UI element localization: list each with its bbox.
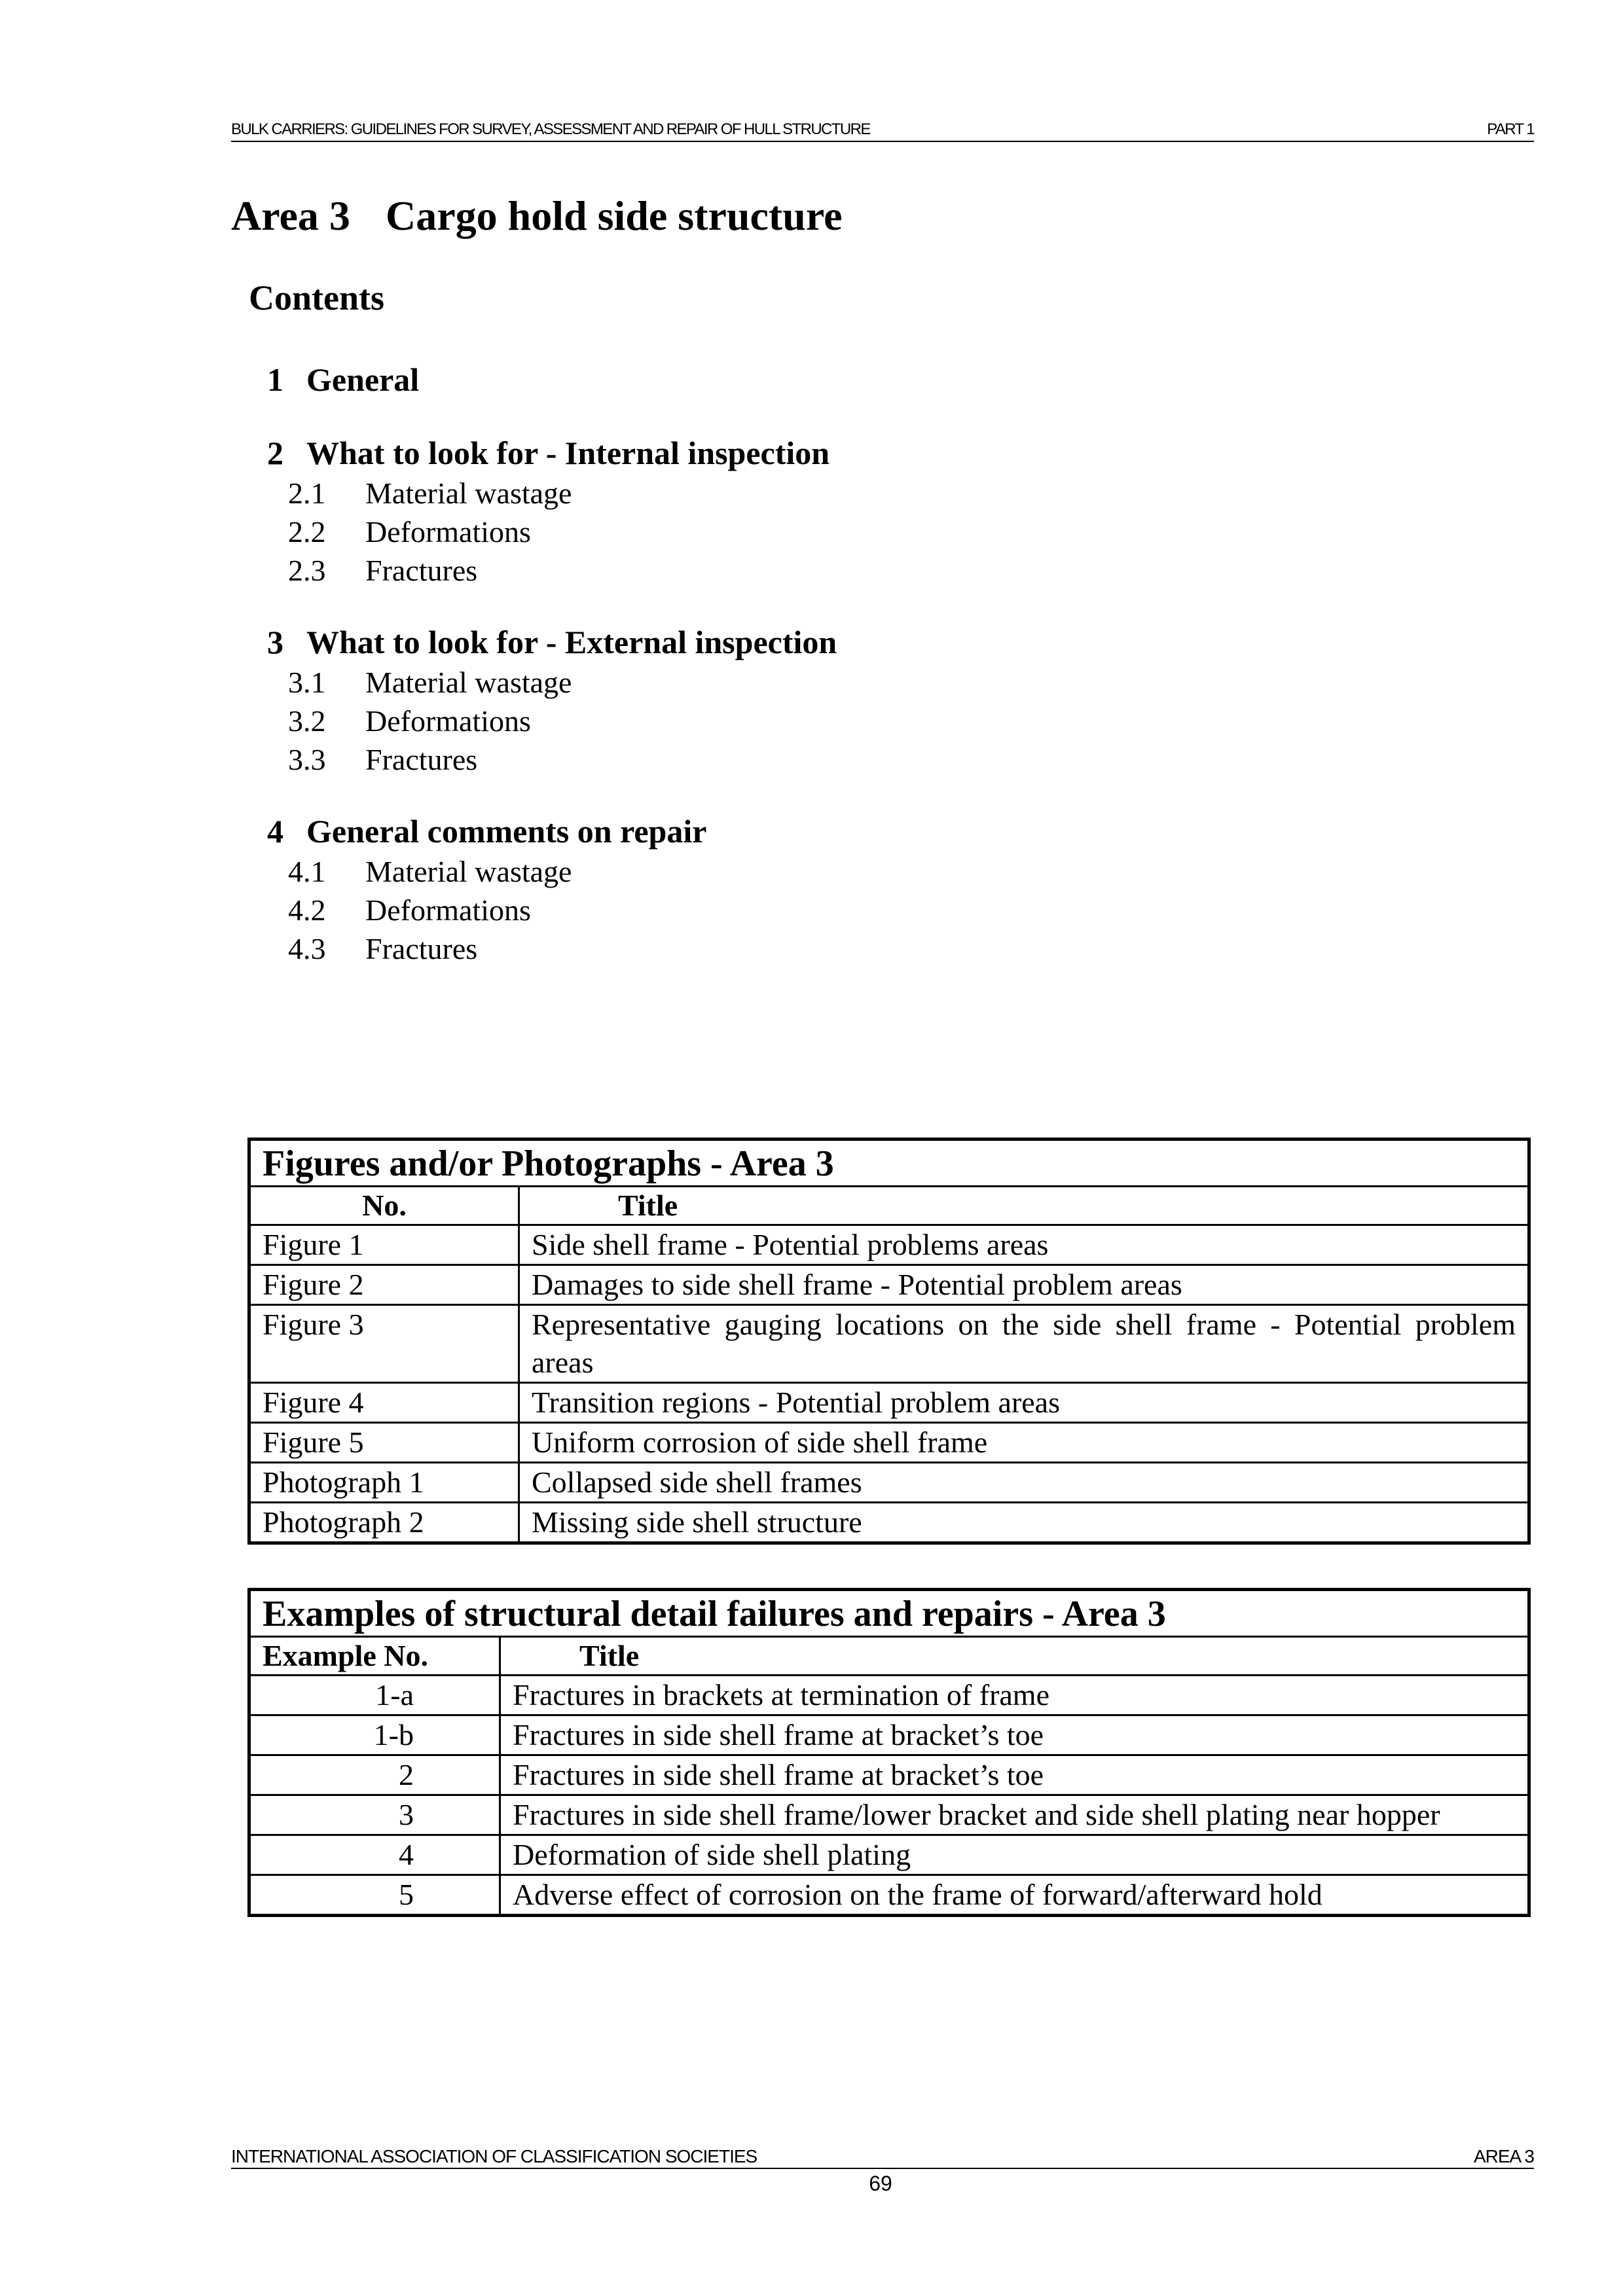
- figures-table-title: Figures and/or Photographs - Area 3: [249, 1139, 1529, 1187]
- row-title-cell: Representative gauging locations on the side shell frame - Potential problem areas: [519, 1305, 1529, 1383]
- running-header: [231, 120, 1534, 142]
- toc-item: [267, 740, 1249, 779]
- table-row: [249, 1715, 1529, 1755]
- toc-item-number: 2.2: [288, 515, 326, 548]
- row-title-cell: Deformation of side shell plating: [500, 1835, 1529, 1875]
- row-number-cell: Figure 3: [249, 1305, 519, 1383]
- toc-item: [267, 702, 1249, 740]
- toc-item-number: 2.1: [288, 476, 326, 510]
- table-row: [249, 1463, 1529, 1503]
- toc-item-number: 4.2: [288, 893, 326, 927]
- table-row: [249, 1755, 1529, 1795]
- toc-section-heading: [267, 359, 1249, 401]
- row-number-cell: 1-a: [249, 1676, 500, 1715]
- row-number-cell: Figure 4: [249, 1383, 519, 1423]
- toc-item: [267, 891, 1249, 929]
- row-title-cell: Missing side shell structure: [519, 1503, 1529, 1543]
- row-number-cell: 4: [249, 1835, 500, 1875]
- toc-item-title: Fractures: [365, 932, 478, 965]
- toc-item-title: Deformations: [365, 704, 531, 738]
- examples-col-no: Example No.: [249, 1637, 500, 1676]
- table-row: [249, 1225, 1529, 1265]
- area-number: Area 3: [231, 192, 350, 239]
- toc-item-title: Fractures: [365, 554, 478, 587]
- row-number-cell: Figure 5: [249, 1423, 519, 1463]
- toc-section-number: 1: [267, 361, 283, 398]
- toc-section-number: 4: [267, 813, 283, 850]
- toc-item-number: 4.1: [288, 855, 326, 888]
- toc-item-number: 3.1: [288, 666, 326, 699]
- contents-heading: Contents: [249, 278, 385, 317]
- toc-section-number: 3: [267, 624, 283, 660]
- figures-col-no: No.: [249, 1187, 519, 1225]
- toc-section: [267, 621, 1249, 779]
- row-title-cell: Fractures in side shell frame/lower bracket and side shell plating near hopper: [500, 1795, 1529, 1835]
- table-row: [249, 1503, 1529, 1543]
- row-title-cell: Collapsed side shell frames: [519, 1463, 1529, 1503]
- table-row: [249, 1383, 1529, 1423]
- toc-section-title: What to look for - Internal inspection: [306, 435, 830, 471]
- toc-item-title: Fractures: [365, 743, 478, 776]
- figures-table-header-row: [249, 1187, 1529, 1225]
- row-number-cell: 3: [249, 1795, 500, 1835]
- examples-table-header-row: [249, 1637, 1529, 1676]
- header-part-label: PART 1: [1487, 120, 1534, 138]
- toc-section-title: General comments on repair: [306, 813, 707, 850]
- row-title-cell: Damages to side shell frame - Potential problem areas: [519, 1265, 1529, 1305]
- row-title-cell: Adverse effect of corrosion on the frame of forward/afterward hold: [500, 1875, 1529, 1916]
- row-title-cell: Fractures in side shell frame at bracket’s toe: [500, 1755, 1529, 1795]
- row-number-cell: Photograph 1: [249, 1463, 519, 1503]
- toc-item-title: Material wastage: [365, 666, 572, 699]
- figures-table: [247, 1138, 1531, 1545]
- page-title: [231, 190, 842, 242]
- examples-table-title-row: [249, 1590, 1529, 1637]
- toc-item-title: Deformations: [365, 893, 531, 927]
- row-title-cell: Side shell frame - Potential problems areas: [519, 1225, 1529, 1265]
- table-row: [249, 1265, 1529, 1305]
- toc-section: [267, 810, 1249, 968]
- toc-section: [267, 432, 1249, 590]
- figures-col-title: Title: [519, 1187, 1529, 1225]
- toc-section-heading: [267, 432, 1249, 474]
- toc-item: [267, 512, 1249, 551]
- row-number-cell: Figure 1: [249, 1225, 519, 1265]
- table-row: [249, 1835, 1529, 1875]
- table-of-contents: [267, 359, 1249, 968]
- toc-item: [267, 551, 1249, 590]
- row-number-cell: 5: [249, 1875, 500, 1916]
- row-title-cell: Fractures in side shell frame at bracket’s toe: [500, 1715, 1529, 1755]
- toc-section-heading: [267, 810, 1249, 852]
- toc-item-title: Deformations: [365, 515, 531, 548]
- footer-organization: INTERNATIONAL ASSOCIATION OF CLASSIFICATION SOCIETIES: [231, 2146, 757, 2166]
- row-title-cell: Uniform corrosion of side shell frame: [519, 1423, 1529, 1463]
- toc-section-title: What to look for - External inspection: [306, 624, 837, 660]
- toc-section: [267, 359, 1249, 401]
- row-number-cell: 1-b: [249, 1715, 500, 1755]
- toc-item: [267, 474, 1249, 512]
- toc-item: [267, 663, 1249, 702]
- toc-section-heading: [267, 621, 1249, 663]
- toc-item-number: 3.3: [288, 743, 326, 776]
- toc-item-number: 4.3: [288, 932, 326, 965]
- table-row: [249, 1423, 1529, 1463]
- toc-item-number: 2.3: [288, 554, 326, 587]
- row-number-cell: 2: [249, 1755, 500, 1795]
- toc-section-number: 2: [267, 435, 283, 471]
- row-number-cell: Figure 2: [249, 1265, 519, 1305]
- examples-col-title: Title: [500, 1637, 1529, 1676]
- table-row: [249, 1676, 1529, 1715]
- toc-section-title: General: [306, 361, 420, 398]
- figures-table-title-row: [249, 1139, 1529, 1187]
- footer-area-label: AREA 3: [1473, 2146, 1534, 2166]
- header-document-title: BULK CARRIERS: GUIDELINES FOR SURVEY, ASSESSMENT AND REPAIR OF HULL STRUCTURE: [231, 120, 870, 138]
- page-number: 69: [869, 2172, 892, 2195]
- running-footer: [231, 2145, 1534, 2169]
- toc-item-number: 3.2: [288, 704, 326, 738]
- toc-item-title: Material wastage: [365, 476, 572, 510]
- examples-table: [247, 1588, 1531, 1917]
- table-row: [249, 1305, 1529, 1383]
- toc-item: [267, 852, 1249, 891]
- toc-item-title: Material wastage: [365, 855, 572, 888]
- table-row: [249, 1875, 1529, 1916]
- examples-table-title: Examples of structural detail failures and repairs - Area 3: [249, 1590, 1529, 1637]
- table-row: [249, 1795, 1529, 1835]
- row-title-cell: Transition regions - Potential problem areas: [519, 1383, 1529, 1423]
- row-title-cell: Fractures in brackets at termination of frame: [500, 1676, 1529, 1715]
- toc-item: [267, 929, 1249, 968]
- area-title: Cargo hold side structure: [386, 192, 843, 239]
- row-number-cell: Photograph 2: [249, 1503, 519, 1543]
